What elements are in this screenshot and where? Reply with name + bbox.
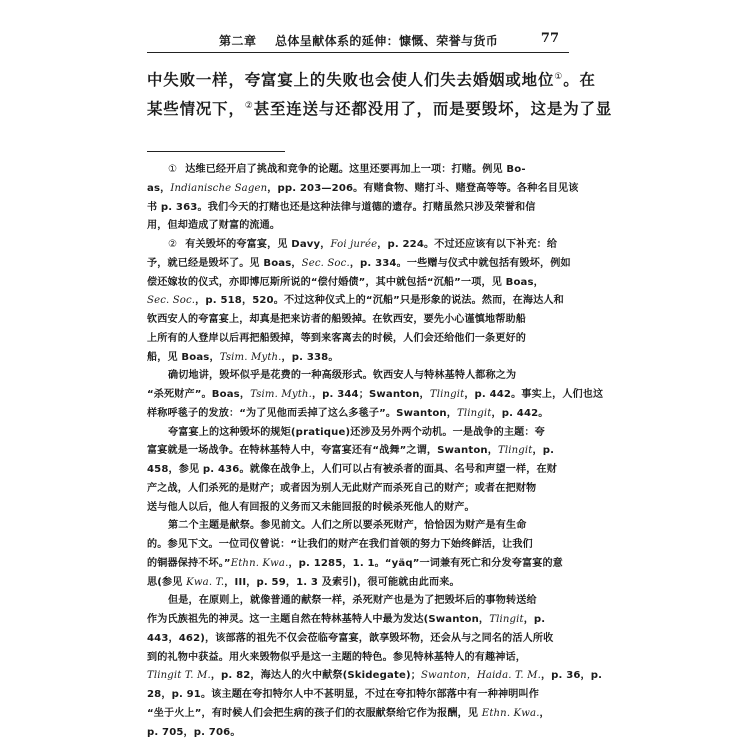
body-line-text: 中失败一样，夸富宴上的失败也会使人们失去婚姻或地位 [147, 71, 554, 89]
footnote-text: ，p. 334。一些赠与仪式中就包括有毁坏，例如 [350, 258, 571, 269]
footnote-line [147, 517, 569, 536]
footnote-text: 确切地讲，毁坏似乎是花费的一种高级形式。钦西安人与特林基特人都称之为 [168, 370, 516, 381]
citation-title: Tlingit [430, 389, 465, 400]
footnote-text: 的。参见下文。一位司仪曾说：“让我们的财产在我们首领的努力下始终鲜活，让我们 [147, 539, 533, 550]
footnote-text: 思(参见 [147, 577, 186, 588]
citation-title: Kwa. T. [186, 577, 224, 588]
footnote-line [147, 180, 569, 199]
footnote-text: 书 p. 363。我们今天的打赌也还是这种法律与道德的遗存。打赌虽然只涉及荣誉和信 [147, 202, 536, 213]
footnote-ref-2[interactable]: ② [245, 101, 254, 111]
footnote-ref-1[interactable]: ① [554, 72, 563, 82]
footnote-text: 有关毁坏的夸富宴，见 Davy， [185, 239, 330, 250]
footnote-text: 上所有的人登岸以后再把船毁掉，等到来客离去的时候，人们会还给他们一条更好的 [147, 333, 526, 344]
citation-title: Tlingit [489, 614, 524, 625]
footnote-line [147, 292, 569, 311]
footnote-text: as， [147, 183, 170, 194]
footnote-text: 458，参见 p. 436。就像在战争上，人们可以占有被杀者的面具、名号和声望一样，在财 [147, 464, 557, 475]
footnote-line [147, 255, 569, 274]
footnote-text: “杀死财产”。Boas， [147, 389, 250, 400]
footnote-line [147, 461, 569, 480]
footnote-line [147, 592, 569, 611]
footnote-line [147, 724, 569, 742]
footnote-text: p. 705，p. 706。 [147, 727, 241, 738]
footnote-line [147, 611, 569, 630]
footnote-line [147, 311, 569, 330]
citation-title: Indianische Sagen [170, 183, 267, 194]
footnote-text: 作为氏族祖先的神灵。这一主题自然在特林基特人中最为发达(Swanton， [147, 614, 489, 625]
footnote-text: “坐于火上”，有时候人们会把生病的孩子们的衣服献祭给它作为报酬，见 [147, 708, 482, 719]
citation-title: Ethn. Kwa. [482, 708, 540, 719]
footnote-text: ，p. 1285，1. 1。“yäq”一词兼有死亡和分发夸富宴的意 [288, 558, 563, 569]
footnote-text: 船，见 Boas， [147, 352, 220, 363]
footnote-line [147, 630, 569, 649]
footnote-text: ，p. 82，海达人的火中献祭(Skidegate)； [211, 670, 421, 681]
footnote-text: 予，就已经是毁坏了。见 Boas， [147, 258, 302, 269]
footnote-text: 443，462)，该部落的祖先不仅会莅临夸富宴，歆享毁坏物，还会从与之同名的活人所收 [147, 633, 553, 644]
citation-title: Ethn. Kwa. [231, 558, 289, 569]
footnote-line [147, 480, 569, 499]
page-number: 77 [541, 31, 559, 46]
footnote-text: 第二个主题是献祭。参见前文。人们之所以要杀死财产，恰恰因为财产是有生命 [168, 520, 527, 531]
footnote-text: ，pp. 203—206。有赌食物、赌打斗、赌登高等等。各种名目见该 [267, 183, 578, 194]
citation-title: Tlingit [457, 408, 492, 419]
footnote-line [147, 686, 569, 705]
footnote-text: 富宴就是一场战争。在特林基特人中，夸富宴还有“战舞”之谓，Swanton， [147, 445, 498, 456]
footnote-number: ② [168, 239, 177, 250]
footnotes [147, 161, 569, 742]
citation-title: Tsim. Myth. [220, 352, 282, 363]
body-line-2 [147, 93, 569, 122]
footnote-line [147, 536, 569, 555]
citation-title: Tsim. Myth. [250, 389, 312, 400]
footnote-text: ，p. 344；Swanton， [312, 389, 430, 400]
footnote-line [147, 574, 569, 593]
running-header [147, 30, 569, 50]
body-line-text: 。在 [563, 71, 596, 89]
footnote-text: ，p. 518，520。不过这种仪式上的“沉船”只是形象的说法。然而，在海达人和 [195, 295, 564, 306]
footnote-line [147, 705, 569, 724]
footnote-text: 到的礼物中获益。用火来毁物似乎是这一主题的特色。参见特林基特人的有趣神话， [147, 652, 526, 663]
footnote-text: 钦西安人的夸富宴上，却真是把来访者的船毁掉。在钦西安，要先小心谨慎地帮助船 [147, 314, 526, 325]
footnote-text: ，p. 442。 [492, 408, 549, 419]
citation-title: Tlingit T. M. [147, 670, 211, 681]
footnote-line [147, 236, 569, 255]
body-text [147, 64, 569, 122]
footnote-text: 达维已经开启了挑战和竞争的论题。这里还要再加上一项：打赌。例见 Bo- [185, 164, 526, 175]
header-rule [147, 52, 569, 53]
footnote-line [147, 274, 569, 293]
footnote-line [147, 217, 569, 236]
chapter-label: 第二章 [219, 32, 257, 49]
footnote-line [147, 555, 569, 574]
citation-title: Tlingit [498, 445, 533, 456]
footnote-line [147, 424, 569, 443]
footnote-line [147, 499, 569, 518]
footnote-number: ① [168, 164, 177, 175]
footnote-text: ，p. 224。不过还应该有以下补充：给 [377, 239, 557, 250]
footnote-text: 用，但却造成了财富的流通。 [147, 220, 280, 231]
footnote-text: ，p. 36，p. [541, 670, 602, 681]
citation-title: Swanton，Haida. T. M. [421, 670, 541, 681]
chapter-title: 总体呈献体系的延伸：慷慨、荣誉与货币 [275, 32, 498, 49]
footnote-line [147, 386, 569, 405]
footnote-text: 送与他人以后，他人有回报的义务而又未能回报的时候杀死他人的财产。 [147, 502, 475, 513]
footnote-text: 但是，在原则上，就像普通的献祭一样，杀死财产也是为了把毁坏后的事物转送给 [168, 595, 537, 606]
footnote-text: 的铜器保持不坏。” [147, 558, 231, 569]
footnote-line [147, 349, 569, 368]
footnote-line [147, 199, 569, 218]
citation-title: Sec. Soc. [147, 295, 195, 306]
footnote-text: ，p. [532, 445, 554, 456]
footnote-text: ，p. 442。事实上，人们也这 [464, 389, 603, 400]
footnote-text: 夸富宴上的这种毁坏的规矩(pratique)还涉及另外两个动机。一是战争的主题：夸 [168, 427, 545, 438]
footnote-line [147, 367, 569, 386]
footnote-text: 偿还嫁妆的仪式，亦即博厄斯所说的“偿付婚债”，其中就包括“沉船”一项，见 Boas， [147, 277, 544, 288]
body-line-text: 甚至连送与还都没用了，而是要毁坏，这是为了显 [254, 100, 612, 118]
citation-title: Foi jurée [331, 239, 378, 250]
footnote-text: ，p. [524, 614, 546, 625]
body-line-1 [147, 64, 569, 93]
footnote-text: 产之战，人们杀死的是财产；或者因为别人无此财产而杀死自己的财产；或者在把财物 [147, 483, 536, 494]
citation-title: Sec. Soc. [302, 258, 350, 269]
body-line-text: 某些情况下， [147, 100, 245, 118]
footnote-line [147, 330, 569, 349]
footnote-text: ，p. 338。 [282, 352, 339, 363]
footnote-text: ， [540, 708, 550, 719]
footnote-line [147, 667, 569, 686]
footnote-text: ，III，p. 59，1. 3 及索引)，很可能就由此而来。 [224, 577, 459, 588]
footnote-line [147, 649, 569, 668]
footnote-line [147, 442, 569, 461]
footnote-text: 28，p. 91。该主题在夸扣特尔人中不甚明显，不过在夸扣特尔部落中有一种神明叫作 [147, 689, 539, 700]
footnote-text: 样称呼毯子的发放：“为了见他而丢掉了这么多毯子”。Swanton， [147, 408, 457, 419]
footnote-line [147, 161, 569, 180]
footnote-rule [147, 151, 285, 152]
footnote-line [147, 405, 569, 424]
